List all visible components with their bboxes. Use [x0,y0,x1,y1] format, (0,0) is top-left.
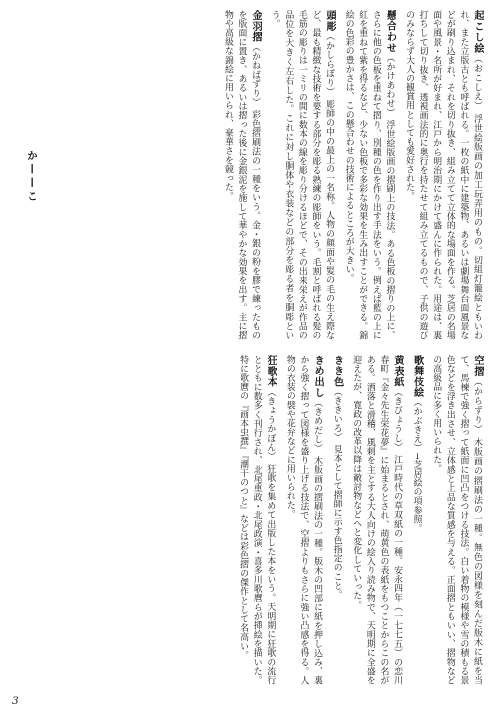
entry-text: （かねばずり） 彩色摺刷法の一種をいう。金・銀の粉を膠で練ったものを版面に置き、あるいは摺った後に金銀泥を施して華やかな効果を出す。主に摺物や高級な錦絵に用いられ、豪華さを競った。 [222,10,261,340]
entry-headword: きめ出し [312,355,324,399]
entry-karazuri [429,355,484,685]
upper-entries [49,10,484,340]
entry-headword: 黄表紙 [392,355,404,388]
entry-text: （おこしえ） 浮世絵版画の加工玩弄用のもの。切組灯籠絵ともいわれ、また立版古とも呼ばれる。一枚の紙中に建築物、あるいは劇場舞台面風景などが刷り込まれ、それを切り抜き、組み立てて立体的な場面を作る。芝居の名場面や風景・名所が好まれ、江戸から明治期にかけて盛んに作られた。用途は、裏打ちして切り抜き、透視画法的に奥行を持たせて組み立てるもので、子供の遊びのみならず大人の観賞用としても愛好された。 [404,10,482,340]
entry-headword: 起こし絵 [472,10,483,55]
entry-text: （ききいろ） 見本として摺師に示す色指定のこと。 [331,387,342,600]
entry-text: （からずり） 木版画の摺刷法の一種。無色の図様を刻んだ版木に紙を当て、馬楝で強く摺って紙面に凹凸をつける技法。白い着物の模様や雪の積もる景色などを浮き出させ、立体感と上品な質感を与える。正面摺ともいい、摺物などの高級品に多く用いられた。 [431,355,482,685]
entry-headword: 懸合わせ [384,10,396,54]
entry-headword: 金羽摺 [250,10,262,43]
entry-okoshie [401,10,484,340]
entry-text: （きびょうし） 江戸時代の草双紙の一種。安永四年（一七七五）の恋川春町『金々先生栄花夢』に始まるとされ、萌黄色の表紙をもつことからこの名がある。洒落と滑稽、風刺を主とする大人向けの絵入り読み物で、天明期に全盛を迎えたが、寛政の改革以降は敵討物などへと変化していった。 [351,355,403,685]
entry-text: （かぶきえ）→芝居絵の項参照。 [411,397,422,533]
entry-text: （かけあわせ） 浮世絵版画の摺刷上の技法。ある色板の摺りの上に、さらに他の色板を重ねて摺り、別種の色を作り出す手法をいう。例えば藍の上に紅を重ねて紫を得るなど、少ない色板で多彩な効果を生み出すことができる。錦絵の色彩の豊かさは、この懸合わせの技術によるところが大きい。 [343,10,395,340]
entry-kanebazuri [220,10,262,340]
lower-tier [16,355,484,685]
entry-headword: 狂歌本 [265,355,277,388]
entry-headword: きき色 [331,355,343,388]
lower-entries [16,355,484,685]
entry-kimedashi [282,355,324,685]
section-heading: か——こ [26,150,38,204]
entry-headword: 歌舞伎絵 [411,355,423,398]
entry-kashirabori [267,10,336,340]
entry-kikiiro [329,355,344,685]
entry-text: （きめだし） 木版画の摺刷法の一種。版木の凹部に紙を押し込み、裏から強く摺って図様を盛り上げる技法で、空摺よりもさらに強い凸感を得る。人物の衣装の襞や花弁などに用いられた。 [284,355,323,685]
entry-headword: 空摺 [472,355,483,378]
entry-kyokabon [236,355,278,685]
entry-text: （かしらぼり） 彫師の中の最上の一名称。人物の顔面や髪の毛の生え際など、最も精緻な技術を要する部分を彫る熟練の彫師をいう。毛割と呼ばれる髪の毛筋の彫りは一ミリの間に数本の線を彫り分けるほどで、その出来栄えが作品の品位を大きく左右した。これに対し胴体や衣装などの部分を彫る者を胴彫という。 [269,10,335,340]
upper-tier [16,10,484,340]
entry-kabukie [409,355,424,685]
section-heading-column [16,10,49,340]
entry-text: （きょうかぼん） 狂歌を集めて出版した本をいう。天明期に狂歌の流行とともに数多く刊行され、北尾重政・北尾政演・喜多川歌麿らが挿絵を描いた。特に歌麿の『画本虫撰』『潮干のつと』などは彩色摺の傑作として名高い。 [238,355,276,685]
entry-kibyoshi [349,355,404,685]
entry-kakeawase [341,10,396,340]
entry-headword: 頭彫 [324,10,336,32]
page-number: 3 [12,695,19,707]
